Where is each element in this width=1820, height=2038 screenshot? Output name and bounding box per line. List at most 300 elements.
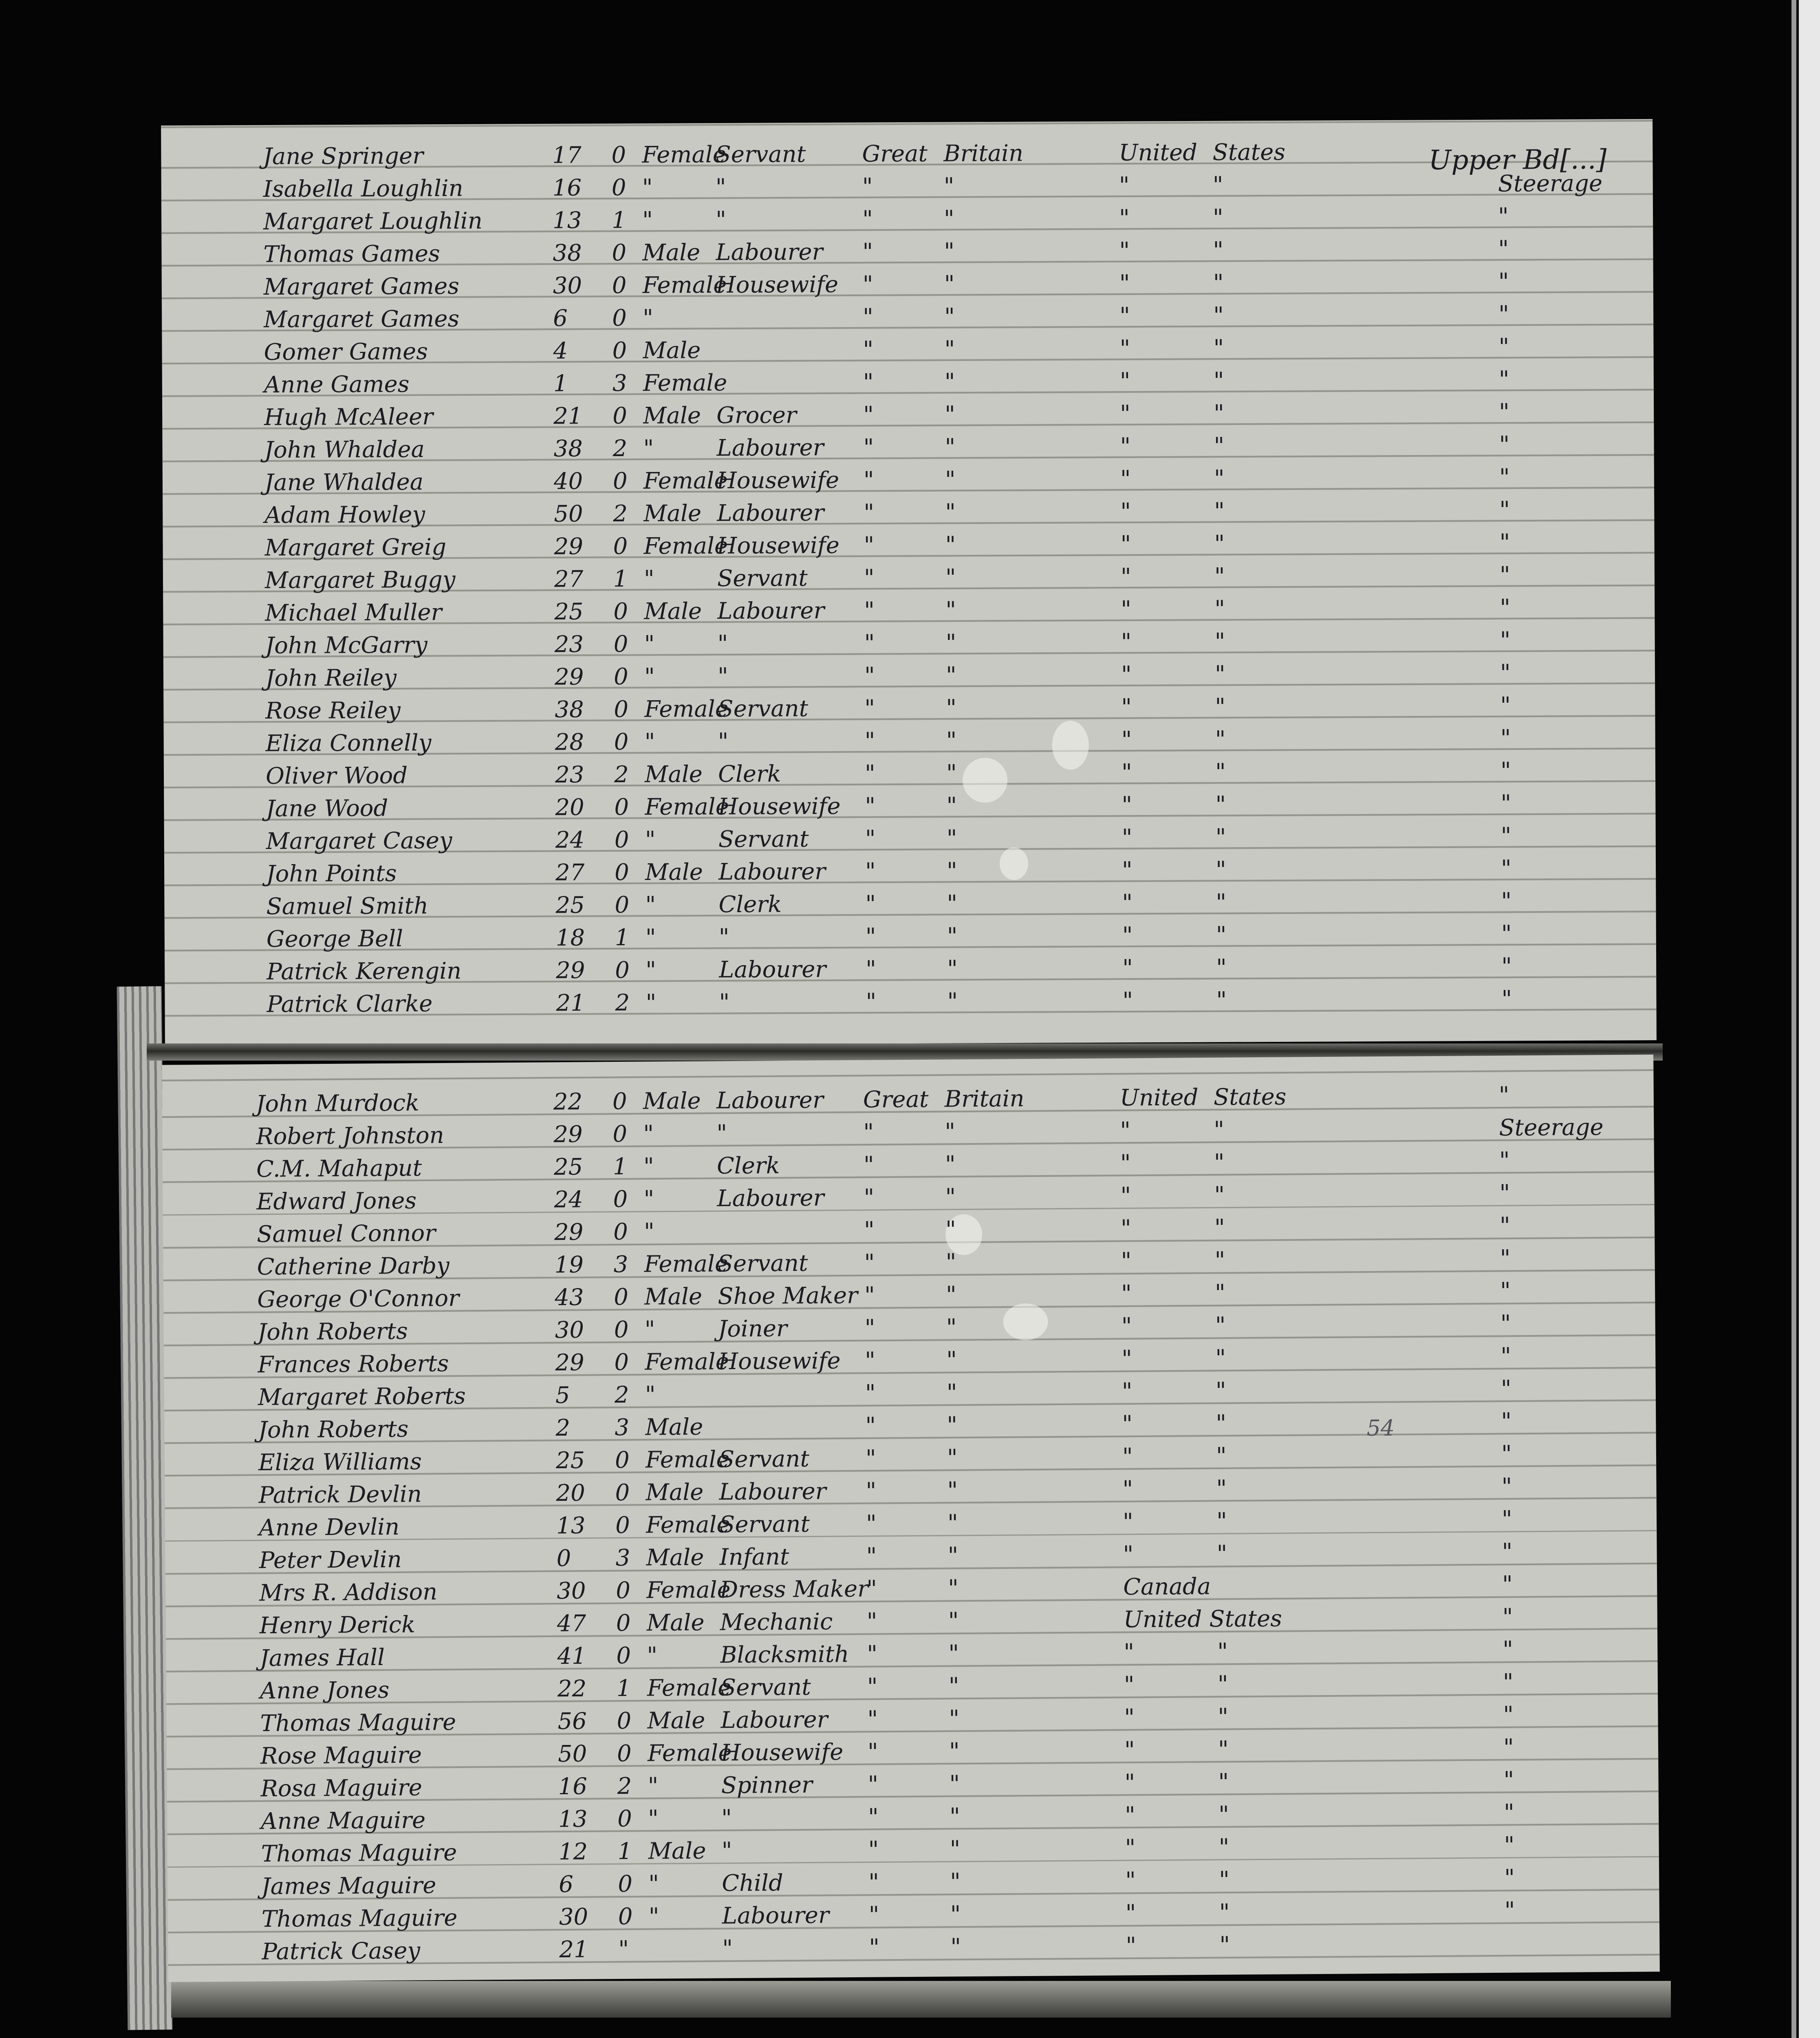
sex: Male [648, 1837, 706, 1865]
age-years: 20 [555, 794, 584, 821]
age-years: 28 [555, 729, 584, 756]
country-of-origin-1: " [865, 1412, 876, 1439]
passenger-name: Jane Whaldea [264, 469, 424, 496]
destination-1: " [1120, 498, 1131, 525]
destination-1: " [1120, 1117, 1131, 1144]
age-years: 6 [553, 305, 568, 332]
age-years: 50 [557, 1740, 587, 1768]
occupation: Servant [720, 1674, 811, 1701]
destination-2: " [1213, 269, 1224, 296]
age-months: 0 [613, 631, 628, 658]
age-months: 2 [614, 761, 629, 788]
passenger-name: Hugh McAleer [264, 404, 434, 431]
age-years: 41 [557, 1643, 586, 1670]
passenger-name: Margaret Buggy [264, 566, 456, 594]
passenger-name: Patrick Devlin [258, 1481, 422, 1509]
sex: Female [646, 1577, 731, 1604]
destination-2: " [1215, 726, 1226, 753]
destination-2: " [1214, 1116, 1225, 1143]
passenger-name: Eliza Connelly [265, 730, 432, 757]
sex: Female [644, 695, 729, 723]
country-of-origin-2: " [945, 1216, 956, 1243]
passenger-name: Frances Roberts [258, 1350, 449, 1379]
country-of-origin-1: " [866, 1478, 877, 1504]
occupation: " [718, 728, 729, 755]
age-years: 24 [554, 1186, 584, 1213]
age-years: 29 [554, 664, 584, 690]
occupation: " [722, 1935, 733, 1962]
age-months: 0 [611, 174, 626, 201]
destination-1: " [1121, 694, 1132, 721]
margin-page-number: 54 [1366, 1415, 1395, 1441]
country-of-origin-2: " [945, 597, 956, 624]
occupation: Labourer [717, 597, 825, 625]
passenger-name: Margaret Games [263, 273, 460, 300]
country-of-origin-1: " [865, 891, 876, 918]
country-of-origin-2: " [947, 1412, 958, 1439]
country-of-origin-2: " [946, 695, 957, 721]
age-months: 0 [615, 892, 630, 919]
country-of-origin-1: " [865, 956, 877, 983]
destination-1: " [1122, 1378, 1133, 1405]
accommodation: " [1501, 888, 1512, 915]
destination-1: " [1120, 433, 1131, 460]
country-of-origin-1: " [868, 1836, 879, 1863]
country-of-origin-1: " [864, 597, 875, 624]
age-months: " [618, 1936, 629, 1963]
destination-2: " [1218, 1866, 1230, 1893]
accommodation: " [1501, 1408, 1512, 1435]
destination-1: " [1120, 563, 1131, 590]
passenger-name: Anne Jones [260, 1676, 390, 1705]
passenger-name: John Whaldea [264, 436, 425, 463]
country-of-origin-1: Great [863, 1086, 929, 1113]
destination-2: " [1214, 432, 1225, 459]
accommodation: " [1499, 529, 1510, 556]
accommodation: " [1503, 1767, 1514, 1793]
passenger-name: Thomas Maguire [261, 1839, 457, 1868]
country-of-origin-1: " [864, 532, 875, 559]
destination-2: " [1215, 693, 1226, 720]
age-months: 0 [615, 1479, 630, 1506]
age-years: 29 [553, 1121, 583, 1148]
occupation: " [715, 206, 727, 234]
passenger-name: Thomas Games [263, 240, 440, 268]
destination-1: " [1122, 1443, 1133, 1470]
age-years: 30 [559, 1903, 588, 1931]
passenger-name: Jane Springer [263, 143, 424, 170]
occupation: Blacksmith [720, 1641, 849, 1669]
sex: " [644, 663, 655, 690]
country-of-origin-1: " [864, 630, 875, 657]
age-years: 27 [554, 566, 584, 593]
passenger-name: Rosa Maguire [260, 1774, 423, 1802]
passenger-name: Thomas Maguire [260, 1709, 456, 1737]
age-years: 18 [555, 924, 585, 951]
sex: " [648, 1773, 659, 1800]
accommodation: " [1501, 920, 1512, 947]
destination-1: " [1124, 1802, 1136, 1829]
destination-2: " [1216, 922, 1227, 948]
destination-2: " [1214, 1247, 1225, 1274]
age-years: 22 [553, 1088, 583, 1116]
passenger-name: Margaret Loughlin [263, 207, 483, 235]
accommodation: " [1499, 562, 1510, 589]
accommodation: " [1499, 1147, 1510, 1174]
destination-2: " [1214, 530, 1225, 557]
country-of-origin-2: " [944, 271, 955, 298]
age-months: 0 [615, 1512, 630, 1539]
accommodation: " [1503, 1636, 1514, 1663]
destination-2: " [1215, 856, 1226, 883]
age-months: 0 [617, 1707, 632, 1735]
destination-1: " [1121, 726, 1132, 753]
destination-1: " [1120, 531, 1131, 558]
sex: Female [644, 1251, 729, 1278]
destination-2: " [1214, 1182, 1225, 1209]
passenger-name: Henry Derick [259, 1611, 416, 1639]
destination-1: " [1121, 596, 1132, 623]
country-of-origin-2: " [945, 434, 956, 461]
passenger-name: John Murdock [256, 1090, 420, 1118]
destination-1: " [1125, 1867, 1136, 1894]
passenger-row [165, 983, 1656, 1022]
destination-2: " [1214, 1149, 1225, 1176]
sex: " [643, 1218, 655, 1245]
passenger-name: Catherine Darby [257, 1252, 450, 1281]
country-of-origin-2: " [947, 1542, 958, 1569]
accommodation: " [1499, 496, 1510, 523]
sex: " [642, 207, 653, 234]
film-edge [1799, 0, 1820, 2038]
accommodation: " [1498, 333, 1509, 360]
age-years: 29 [555, 1349, 584, 1376]
accommodation: " [1504, 1897, 1515, 1924]
age-months: 2 [613, 435, 628, 462]
country-of-origin-2: " [947, 1477, 958, 1504]
sex: Male [642, 239, 701, 266]
passenger-name: C.M. Mahaput [256, 1155, 422, 1183]
country-of-origin-2: " [946, 1379, 957, 1406]
accommodation: " [1500, 1277, 1511, 1304]
destination-1: " [1119, 302, 1130, 329]
age-months: 0 [615, 1447, 630, 1474]
passenger-name: Anne Maguire [260, 1807, 426, 1835]
destination-1: " [1126, 1932, 1137, 1959]
accommodation: " [1499, 431, 1510, 458]
country-of-origin-2: " [944, 336, 955, 363]
country-of-origin-1: " [866, 1543, 877, 1570]
age-months: 1 [617, 1838, 632, 1865]
destination-1: " [1122, 1345, 1133, 1372]
accommodation: " [1500, 627, 1511, 654]
passenger-name: Patrick Clarke [267, 990, 433, 1018]
age-months: 0 [616, 1610, 631, 1637]
destination-2: " [1214, 563, 1225, 590]
age-months: 0 [613, 1284, 629, 1311]
passenger-name: Patrick Kerengin [267, 957, 462, 985]
country-of-origin-1: " [863, 434, 874, 461]
country-of-origin-1: " [868, 1901, 879, 1928]
country-of-origin-1: " [863, 1151, 874, 1178]
age-months: 0 [613, 468, 628, 495]
country-of-origin-2: " [944, 238, 955, 265]
age-years: 23 [554, 631, 584, 658]
sex: Male [643, 337, 701, 364]
occupation: Servant [718, 1445, 810, 1473]
country-of-origin-2: " [946, 858, 957, 884]
passenger-name: Patrick Casey [262, 1937, 421, 1965]
destination-2: " [1216, 889, 1227, 916]
age-years: 0 [556, 1545, 571, 1572]
country-of-origin-1: " [864, 1184, 875, 1211]
age-months: 1 [613, 1153, 628, 1180]
age-months: 0 [615, 957, 630, 984]
age-years: 38 [553, 240, 582, 267]
accommodation: " [1501, 1440, 1512, 1467]
passenger-name: Peter Devlin [259, 1546, 402, 1574]
occupation: Servant [715, 141, 806, 168]
sex: " [643, 1153, 654, 1180]
passenger-name: Robert Johnston [256, 1122, 444, 1150]
country-of-origin-2: " [947, 890, 958, 917]
accommodation: " [1500, 692, 1511, 719]
passenger-name: Rose Maguire [260, 1742, 422, 1770]
country-of-origin-2: " [948, 1608, 959, 1634]
accommodation: " [1501, 1343, 1512, 1370]
age-years: 38 [553, 435, 583, 462]
country-of-origin-1: " [864, 695, 875, 722]
accommodation: " [1501, 1506, 1513, 1533]
country-of-origin-1: " [863, 401, 874, 428]
country-of-origin-1: " [865, 1380, 876, 1407]
country-of-origin-2: " [945, 629, 956, 656]
sex: Male [643, 402, 701, 429]
accommodation: " [1499, 1212, 1511, 1239]
age-years: 23 [555, 761, 584, 788]
destination-1: " [1122, 987, 1133, 1014]
country-of-origin-2: Britain [943, 140, 1024, 167]
occupation: Labourer [722, 1902, 829, 1930]
sex: Male [646, 1609, 705, 1637]
age-months: 0 [613, 533, 628, 560]
country-of-origin-1: " [863, 304, 874, 331]
destination-1: " [1121, 629, 1132, 655]
destination-2: " [1215, 1345, 1226, 1372]
age-years: 43 [554, 1284, 584, 1311]
country-of-origin-2: " [949, 1705, 960, 1732]
upper-passenger-list [161, 135, 1656, 1022]
occupation: " [718, 924, 729, 951]
age-years: 50 [554, 501, 583, 527]
sex: Female [646, 1511, 730, 1539]
occupation: Mechanic [720, 1608, 833, 1636]
country-of-origin-1: " [868, 1804, 879, 1831]
passenger-name: Adam Howley [264, 501, 425, 529]
destination-1: " [1122, 1509, 1134, 1535]
destination-1: " [1122, 922, 1133, 949]
accommodation: " [1500, 725, 1511, 752]
destination-2: " [1218, 1703, 1229, 1730]
occupation: Housewife [718, 1348, 841, 1375]
age-years: 56 [557, 1708, 587, 1735]
accommodation: " [1501, 1375, 1512, 1402]
destination-1: " [1122, 824, 1133, 851]
accommodation: " [1498, 236, 1509, 262]
occupation: Servant [719, 1511, 810, 1538]
destination-2: " [1216, 1442, 1227, 1469]
destination-2: " [1213, 237, 1224, 264]
occupation: Housewife [721, 1739, 844, 1767]
destination-2: " [1216, 987, 1227, 1014]
accommodation: " [1500, 1245, 1511, 1272]
passenger-name: Margaret Games [264, 305, 460, 333]
occupation: Labourer [721, 1706, 828, 1734]
destination-1: " [1119, 237, 1130, 264]
age-months: 0 [614, 1316, 629, 1343]
country-of-origin-2: " [945, 466, 956, 493]
destination-2: " [1216, 1508, 1227, 1535]
destination-1: " [1121, 1248, 1132, 1275]
age-years: 21 [559, 1936, 588, 1963]
age-months: 0 [613, 598, 628, 625]
passenger-name: John McGarry [265, 632, 427, 659]
lower-passenger-list [162, 1079, 1660, 1970]
destination-1: " [1124, 1769, 1135, 1796]
destination-2: " [1215, 791, 1226, 818]
occupation: " [721, 1837, 732, 1864]
sex: " [644, 728, 655, 755]
occupation: Spinner [721, 1771, 813, 1799]
sex: Male [647, 1707, 705, 1734]
film-edge-inner [1791, 0, 1796, 2038]
occupation: " [717, 630, 728, 657]
accommodation: " [1500, 659, 1511, 686]
country-of-origin-1: " [866, 1575, 877, 1602]
destination-1: " [1125, 1900, 1136, 1927]
destination-1: " [1121, 1280, 1132, 1307]
sex: " [644, 631, 655, 657]
destination-1: " [1121, 759, 1132, 786]
country-of-origin-1: " [867, 1641, 878, 1667]
country-of-origin-1: " [862, 173, 873, 200]
accommodation: " [1503, 1734, 1514, 1761]
country-of-origin-2: " [944, 303, 955, 330]
age-months: 0 [618, 1903, 633, 1930]
age-years: 13 [558, 1806, 588, 1833]
passenger-name: John Roberts [258, 1416, 409, 1444]
country-of-origin-1: " [868, 1869, 879, 1896]
age-months: 2 [613, 501, 628, 527]
destination-2: " [1213, 335, 1224, 362]
country-of-origin-1: " [865, 793, 876, 820]
destination-1: United States [1123, 1605, 1282, 1633]
destination-2: " [1219, 1899, 1230, 1926]
sex: Female [642, 141, 727, 168]
age-years: 21 [556, 990, 585, 1017]
age-months: 2 [617, 1773, 632, 1800]
age-years: 22 [557, 1675, 587, 1703]
age-months: 0 [612, 240, 627, 267]
destination-2: " [1214, 465, 1225, 492]
occupation: Housewife [718, 793, 841, 820]
country-of-origin-2: " [946, 727, 957, 754]
country-of-origin-2: " [950, 1901, 961, 1928]
age-years: 4 [553, 337, 568, 364]
accommodation: " [1501, 986, 1512, 1012]
destination-1: United [1119, 1084, 1199, 1112]
destination-2: " [1218, 1769, 1229, 1795]
destination-2: " [1212, 204, 1224, 231]
country-of-origin-1: " [863, 1119, 874, 1146]
country-of-origin-2: " [946, 825, 957, 852]
passenger-name: Michael Muller [265, 599, 442, 626]
sex: Female [645, 793, 729, 820]
age-years: 24 [555, 827, 585, 854]
accommodation: " [1499, 1180, 1510, 1206]
age-years: 29 [554, 533, 584, 560]
sex: Male [646, 1479, 704, 1506]
country-of-origin-2: " [945, 1184, 956, 1211]
age-months: 0 [612, 1088, 627, 1115]
sex: Female [643, 532, 728, 560]
country-of-origin-1: " [867, 1706, 878, 1733]
sex: Female [645, 1446, 730, 1473]
destination-1: " [1124, 1737, 1135, 1764]
destination-2: " [1215, 824, 1226, 851]
age-months: 1 [616, 1675, 631, 1702]
accommodation: " [1504, 1832, 1515, 1859]
sex: Male [645, 859, 703, 886]
age-months: 0 [613, 403, 627, 430]
country-of-origin-2: " [947, 923, 958, 950]
age-months: 0 [614, 1349, 629, 1376]
sex: " [647, 1642, 658, 1669]
sex: " [643, 565, 654, 592]
sex: " [645, 924, 656, 951]
destination-1: " [1120, 1150, 1131, 1177]
destination-1: " [1119, 172, 1130, 199]
country-of-origin-2: " [945, 1118, 956, 1145]
country-of-origin-2: " [945, 1249, 956, 1276]
country-of-origin-2: " [945, 564, 956, 591]
country-of-origin-1: " [866, 988, 877, 1015]
country-of-origin-1: " [864, 728, 875, 754]
country-of-origin-1: " [864, 1315, 875, 1341]
destination-2: " [1214, 661, 1225, 688]
country-of-origin-2: " [945, 1281, 957, 1308]
accommodation: " [1503, 1799, 1515, 1826]
passenger-name: Mrs R. Addison [259, 1579, 438, 1607]
passenger-name: George O'Connor [257, 1285, 460, 1313]
destination-1: " [1125, 1835, 1136, 1862]
sex: " [648, 1903, 659, 1930]
age-years: 13 [552, 207, 582, 234]
country-of-origin-1: " [863, 467, 874, 494]
sex: " [648, 1805, 659, 1832]
destination-1: " [1120, 1182, 1131, 1209]
accommodation: " [1501, 1473, 1512, 1500]
age-years: 29 [554, 1219, 584, 1246]
country-of-origin-2: " [947, 1445, 958, 1471]
destination-1: " [1122, 857, 1133, 884]
country-of-origin-2: " [945, 532, 956, 558]
destination-1: " [1122, 889, 1133, 916]
age-years: 30 [555, 1317, 584, 1344]
occupation: Labourer [717, 499, 824, 527]
country-of-origin-2: " [945, 1151, 956, 1178]
occupation: Labourer [718, 956, 826, 984]
